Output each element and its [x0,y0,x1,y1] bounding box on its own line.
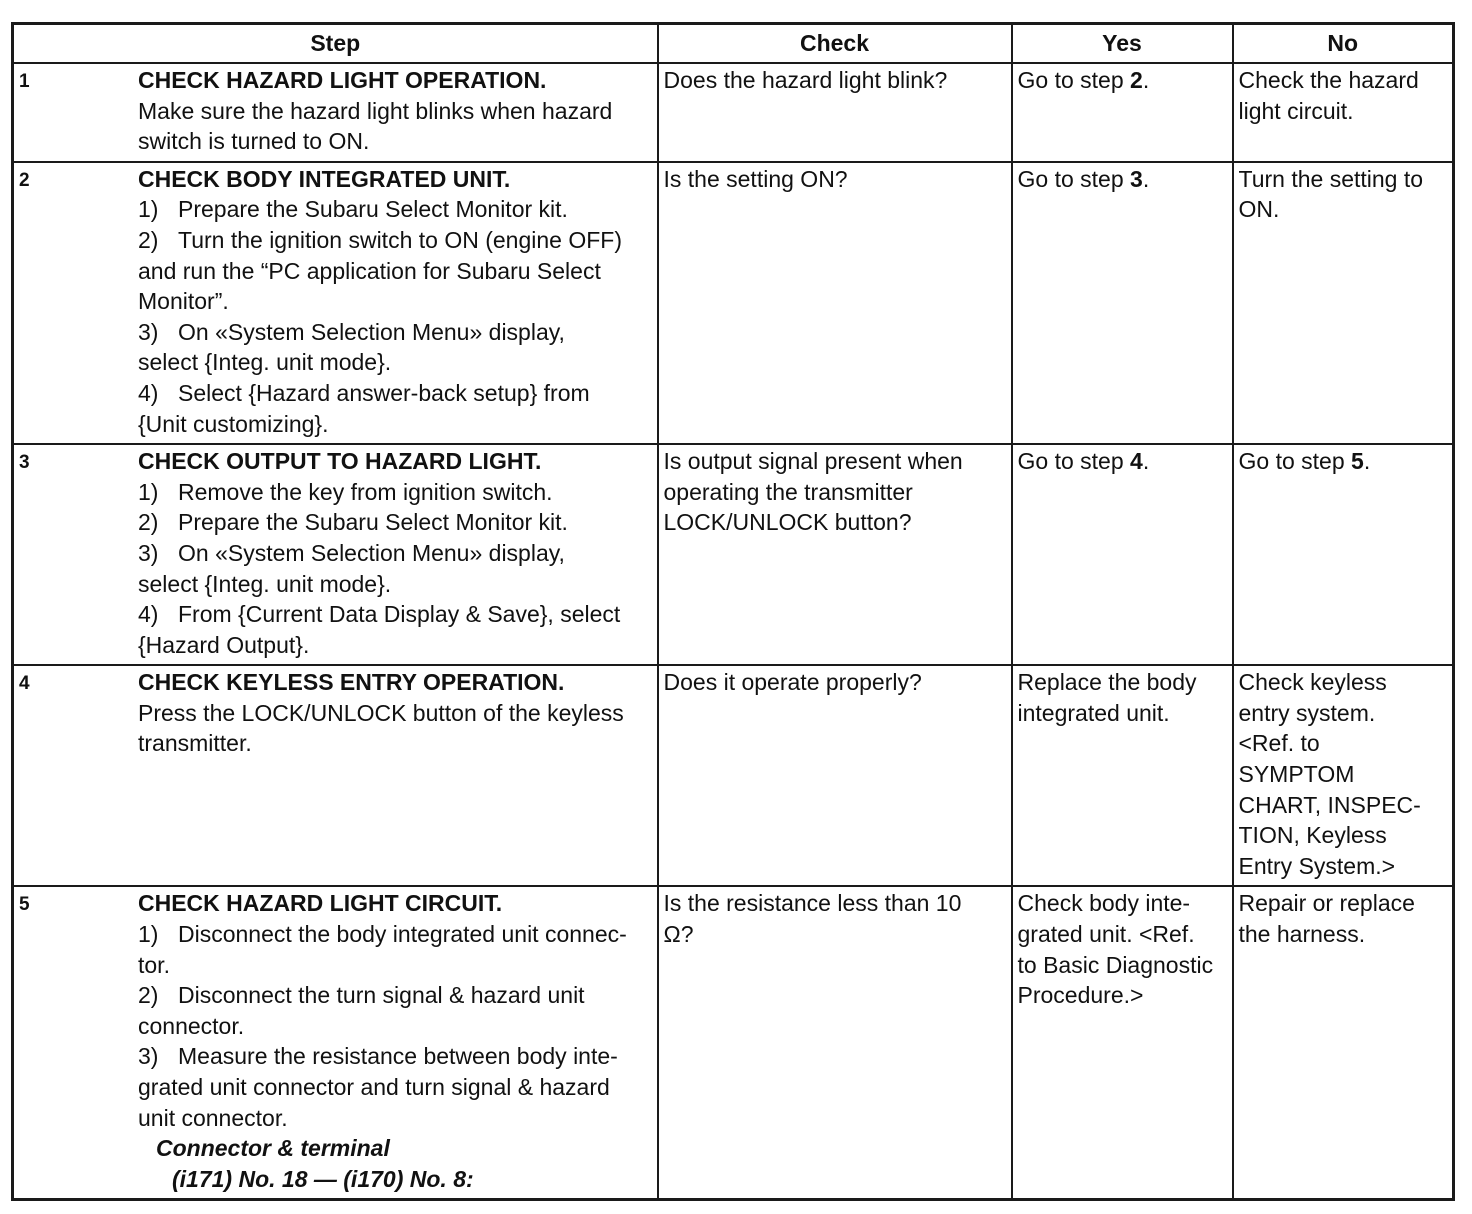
step-item [138,538,653,569]
no-cell [1233,665,1454,886]
step-number: 4 [19,673,30,695]
yes-cell: Go to step 3. [1012,162,1233,444]
item-number: 4) [138,601,159,628]
step-cell [13,886,658,1199]
no-line: ON. [1238,196,1280,223]
item-text: tor. [138,951,170,978]
no-line: Entry System.> [1238,852,1396,879]
yes-text: Go to step [1017,67,1131,93]
item-number: 2) [138,982,159,1009]
diagnostic-table [11,22,1455,1201]
step-number: 1 [19,71,30,92]
step-desc-line: transmitter. [138,730,252,757]
yes-line: Procedure.> [1017,982,1144,1009]
item-text: On «System Selection Menu» display, [178,539,565,566]
header-step: Step [13,24,658,64]
header-row [13,24,1454,64]
no-cell [1233,886,1454,1199]
check-cell [658,162,1012,444]
item-text: grated unit connector and turn signal & hazard [138,1074,610,1100]
yes-line: to Basic Diagnostic [1017,951,1214,978]
no-line: entry system. [1238,699,1376,726]
step-item [138,980,653,1011]
step-item [138,507,653,538]
step-item [138,1041,653,1072]
no-cell [1233,162,1454,444]
no-line: <Ref. to [1238,730,1320,757]
check-line: operating the transmitter [663,478,913,505]
step-item [138,317,653,348]
connector-label: Connector & terminal [156,1135,390,1162]
item-text: select {Integ. unit mode}. [138,570,392,597]
no-line: Turn the setting to [1238,165,1424,192]
table-row [13,886,1454,1199]
step-cell [13,665,658,886]
step-item [138,477,653,508]
item-text: Prepare the Subaru Select Monitor kit. [178,196,568,223]
item-number: 1) [138,921,159,948]
step-item [138,378,653,409]
header-no: No [1233,24,1454,64]
step-item [138,599,653,630]
item-number: 1) [138,196,159,223]
check-cell [658,444,1012,665]
step-number: 2 [19,169,30,191]
item-text: Disconnect the body integrated unit connec- [178,921,627,948]
step-title: CHECK HAZARD LIGHT CIRCUIT. [138,890,503,917]
no-line: the harness. [1238,921,1366,948]
item-text: unit connector. [138,1104,288,1131]
item-number: 4) [138,379,159,406]
item-text: connector. [138,1012,245,1039]
item-number: 2) [138,509,159,536]
connector-value: (i171) No. 18 — (i170) No. 8: [172,1165,474,1192]
item-number: 3) [138,539,159,566]
table-row [13,63,1454,162]
item-text: select {Integ. unit mode}. [138,349,392,376]
no-line: Check keyless [1238,669,1387,696]
item-text: Monitor”. [138,288,229,315]
no-line: TION, Keyless [1238,822,1387,849]
step-title: CHECK OUTPUT TO HAZARD LIGHT. [138,448,542,475]
table-row [13,665,1454,886]
step-title: CHECK KEYLESS ENTRY OPERATION. [138,669,565,696]
item-text: Measure the resistance between body inte- [178,1043,618,1070]
item-text: Turn the ignition switch to ON (engine OFF) [178,226,622,253]
yes-line: grated unit. <Ref. [1017,921,1195,948]
yes-line: integrated unit. [1017,699,1170,726]
step-desc-line: Make sure the hazard light blinks when hazard [138,97,613,124]
check-line: Is the resistance less than 10 [663,890,962,917]
step-title: CHECK BODY INTEGRATED UNIT. [138,165,511,192]
check-line: Does it operate properly? [663,669,922,696]
check-cell [658,63,1012,162]
item-number: 3) [138,1043,159,1070]
step-cell [13,162,658,444]
check-cell [658,665,1012,886]
item-text: Prepare the Subaru Select Monitor kit. [178,509,568,536]
no-line: SYMPTOM [1238,761,1355,788]
item-text: Select {Hazard answer-back setup} from [178,379,590,406]
no-line: light circuit. [1238,97,1354,124]
no-cell: Go to step 5. [1233,444,1454,665]
item-number: 2) [138,226,159,253]
check-line: Is the setting ON? [663,165,848,192]
no-line: Check the hazard [1238,67,1419,93]
no-text: Go to step [1238,448,1352,475]
yes-step-ref: 4 [1130,448,1143,475]
step-cell [13,444,658,665]
step-desc-line: Press the LOCK/UNLOCK button of the keyless [138,699,624,726]
check-cell [658,886,1012,1199]
item-text: and run the “PC application for Subaru Select [138,257,601,284]
check-line: Is output signal present when [663,448,963,475]
item-text: Remove the key from ignition switch. [178,478,553,505]
step-number: 5 [19,894,30,916]
yes-step-ref: 2 [1130,67,1143,93]
header-yes: Yes [1012,24,1233,64]
header-check: Check [658,24,1012,64]
no-cell [1233,63,1454,162]
table-row [13,444,1454,665]
step-number: 3 [19,452,30,474]
table-row [13,162,1454,444]
step-title: CHECK HAZARD LIGHT OPERATION. [138,67,547,93]
yes-text: Go to step [1017,165,1131,192]
no-line: Repair or replace [1238,890,1415,917]
item-text: Disconnect the turn signal & hazard unit [178,982,585,1009]
check-line: LOCK/UNLOCK button? [663,509,912,536]
no-line: CHART, INSPEC- [1238,791,1421,818]
yes-cell: Go to step 4. [1012,444,1233,665]
yes-cell: Go to step 2. [1012,63,1233,162]
step-cell [13,63,658,162]
step-desc-line: switch is turned to ON. [138,128,370,155]
yes-cell [1012,665,1233,886]
step-item [138,194,653,225]
yes-line: Replace the body [1017,669,1197,696]
item-number: 1) [138,478,159,505]
yes-cell [1012,886,1233,1199]
step-item [138,225,653,256]
yes-step-ref: 3 [1130,165,1143,192]
yes-line: Check body inte- [1017,890,1191,917]
check-line: Does the hazard light blink? [663,67,948,93]
step-item [138,919,653,950]
check-line: Ω? [663,921,694,948]
item-text: From {Current Data Display & Save}, select [178,601,621,628]
item-text: {Unit customizing}. [138,410,329,437]
item-text: {Hazard Output}. [138,631,310,658]
item-text: On «System Selection Menu» display, [178,318,565,345]
yes-text: Go to step [1017,448,1131,475]
item-number: 3) [138,318,159,345]
no-step-ref: 5 [1351,448,1364,475]
